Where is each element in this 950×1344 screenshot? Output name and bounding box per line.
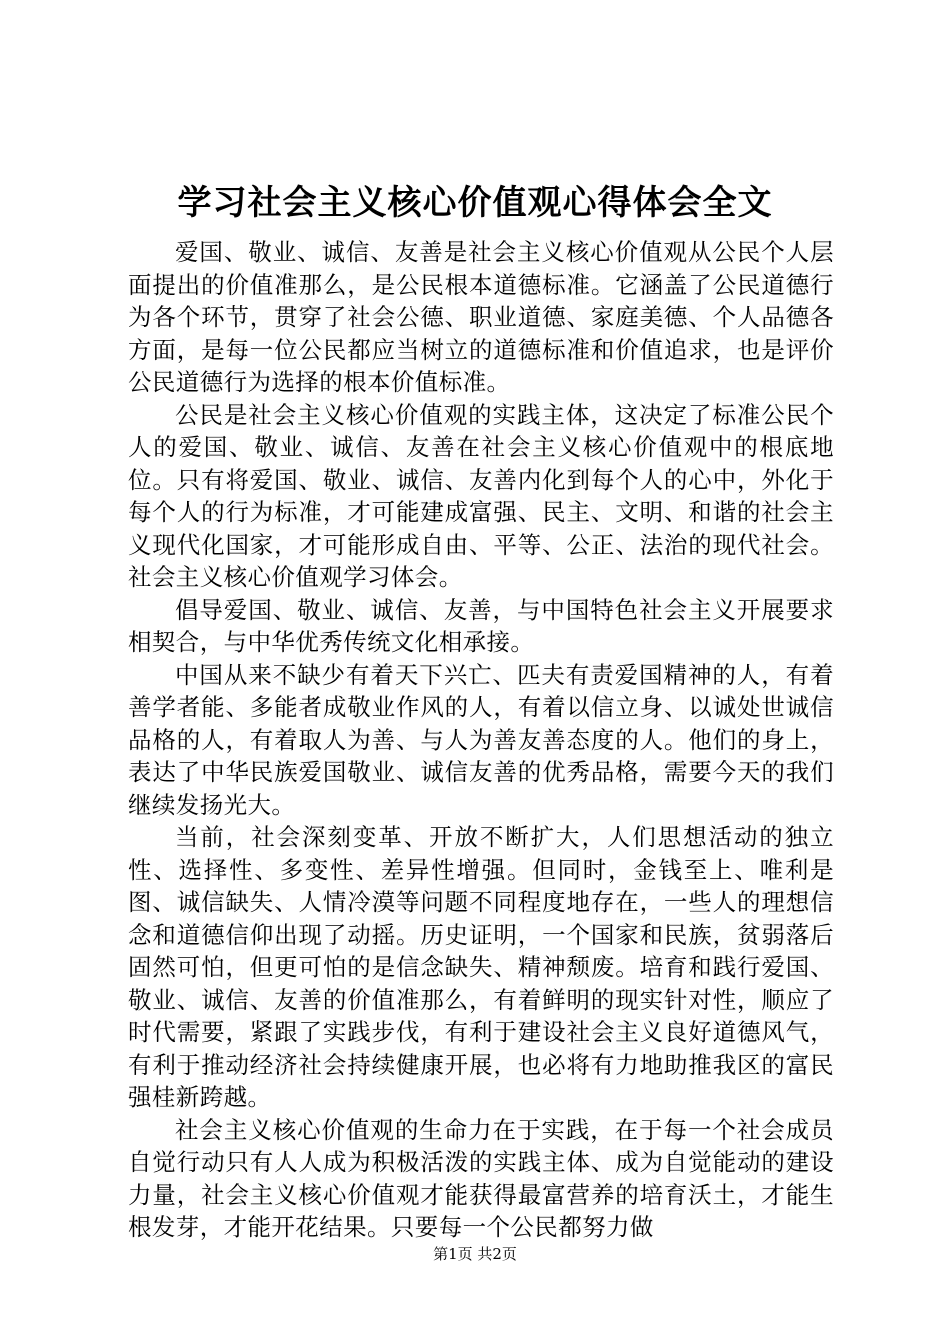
paragraph: 当前，社会深刻变革、开放不断扩大，人们思想活动的独立性、选择性、多变性、差异性增强。但同时，金钱至上、唯利是图、诚信缺失、人情冷漠等问题不同程度地存在，一些人的理想信念和道德信仰出现了动摇。历史证明，一个国家和民族，贫弱落后固然可怕，但更可怕的是信念缺失、精神颓废。培育和践行爱国、敬业、诚信、友善的价值准那么，有着鲜明的现实针对性，顺应了时代需要，紧跟了实践步伐，有利于建设社会主义良好道德风气，有利于推动经济社会持续健康开展，也必将有力地助推我区的富民强桂新跨越。	[128, 823, 834, 1111]
document-title: 学习社会主义核心价值观心得体会全文	[177, 183, 773, 223]
paragraph: 倡导爱国、敬业、诚信、友善，与中国特色社会主义开展要求相契合，与中华优秀传统文化相承接。	[128, 595, 834, 656]
paragraph: 公民是社会主义核心价值观的实践主体，这决定了标准公民个人的爱国、敬业、诚信、友善在社会主义核心价值观中的根底地位。只有将爱国、敬业、诚信、友善内化到每个人的心中，外化于每个人的行为标准，才可能建成富强、民主、文明、和谐的社会主义现代化国家，才可能形成自由、平等、公正、法治的现代社会。社会主义核心价值观学习体会。	[128, 400, 834, 591]
paragraph: 爱国、敬业、诚信、友善是社会主义核心价值观从公民个人层面提出的价值准那么，是公民根本道德标准。它涵盖了公民道德行为各个环节，贯穿了社会公德、职业道德、家庭美德、个人品德各方面，是每一位公民都应当树立的道德标准和价值追求，也是评价公民道德行为选择的根本价值标准。	[128, 238, 834, 396]
document-body	[128, 236, 834, 1244]
page-number-footer: 第1页 共2页	[433, 1245, 517, 1263]
paragraph: 社会主义核心价值观的生命力在于实践，在于每一个社会成员自觉行动只有人人成为积极活泼的实践主体、成为自觉能动的建设力量，社会主义核心价值观才能获得最富营养的培育沃土，才能生根发芽，才能开花结果。只要每一个公民都努力做	[128, 1115, 834, 1241]
paragraph: 中国从来不缺少有着天下兴亡、匹夫有责爱国精神的人，有着善学者能、多能者成敬业作风的人，有着以信立身、以诚处世诚信品格的人，有着取人为善、与人为善友善态度的人。他们的身上，表达了中华民族爱国敬业、诚信友善的优秀品格，需要今天的我们继续发扬光大。	[128, 660, 834, 819]
